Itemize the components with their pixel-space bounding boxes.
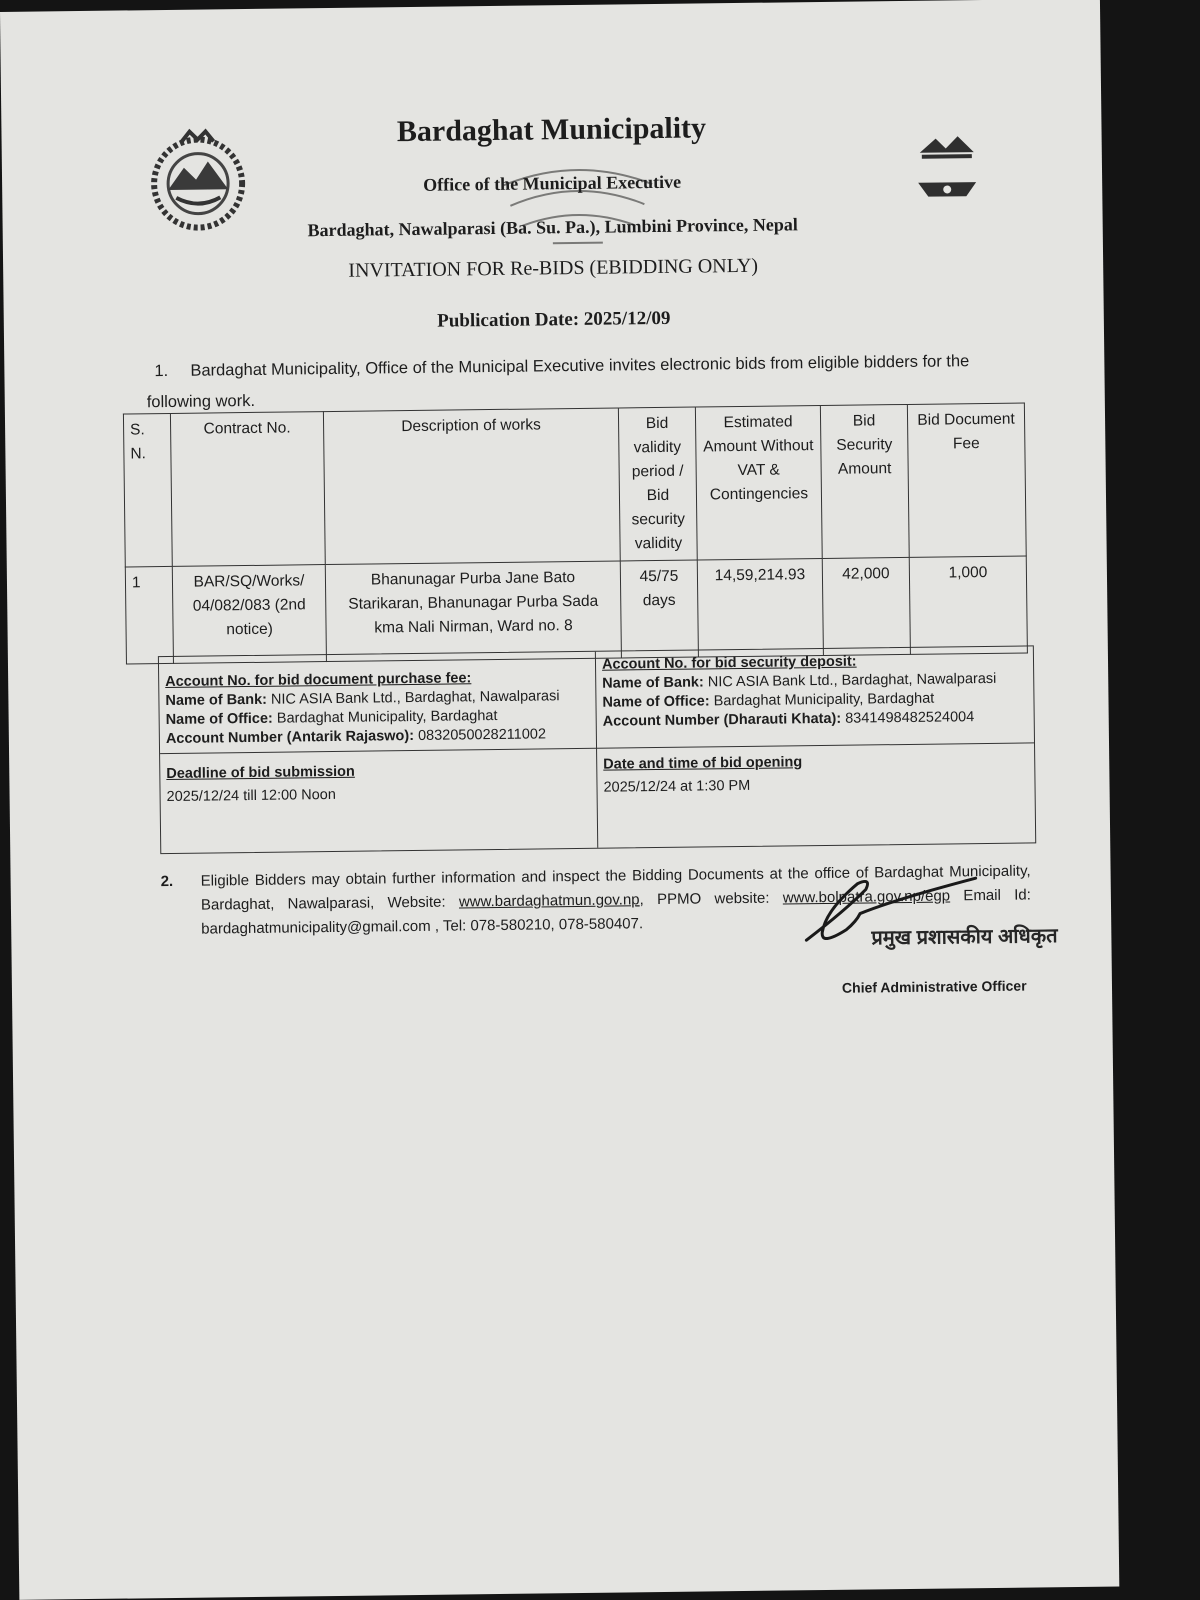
info-text-a: Eligible Bidders may obtain further information and inspect the Bidding Documents at the office of Bardaghat Municipality, Bardaghat, Nawalparasi, Website: <box>200 862 1031 914</box>
col-estimate: Estimated Amount Without VAT & Contingencies <box>695 406 822 561</box>
page-title: Bardaghat Municipality <box>396 111 707 149</box>
paragraph-number: 1. <box>154 361 169 381</box>
invitation-heading: INVITATION FOR Re-BIDS (EBIDDING ONLY) <box>348 254 759 282</box>
official-stamp-text: प्रमुख प्रशासकीय अधिकृत <box>871 925 1058 950</box>
table-header-row <box>123 403 1026 567</box>
intro-text: Bardaghat Municipality, Office of the Municipal Executive invites electronic bids from eligible bidders for the following work. <box>146 352 970 412</box>
purchase-office: Bardaghat Municipality, Bardaghat <box>276 707 498 727</box>
ppmo-link[interactable]: www.bolpatra.gov.np/egp <box>782 887 951 907</box>
account-label: Account Number (Antarik Rajaswo): <box>165 727 415 748</box>
bank-label: Name of Bank: <box>165 691 268 710</box>
paragraph-number: 2. <box>160 872 174 891</box>
col-sn: S. N. <box>123 413 172 567</box>
info-text-b: , PPMO website: <box>639 889 783 909</box>
signatory-title: Chief Administrative Officer <box>841 977 1027 996</box>
opening-value: 2025/12/24 at 1:30 PM <box>603 777 751 796</box>
cell-fee: 1,000 <box>909 556 1027 654</box>
cell-sn: 1 <box>125 566 173 664</box>
office-label: Name of Office: <box>602 693 710 711</box>
opening-label: Date and time of bid opening <box>603 754 803 773</box>
office-address: Bardaghat, Nawalparasi (Ba. Su. Pa.), Lumbini Province, Nepal <box>307 214 798 241</box>
deadline-cell <box>160 756 597 811</box>
col-fee: Bid Document Fee <box>907 403 1026 557</box>
purchase-bank: NIC ASIA Bank Ltd., Bardaghat, Nawalparasi <box>270 688 560 708</box>
purchase-account-number: 0832050028211002 <box>417 726 547 744</box>
security-office: Bardaghat Municipality, Bardaghat <box>713 690 935 710</box>
security-account-cell <box>596 646 1034 735</box>
col-validity: Bid validity period / Bid security validity <box>618 407 697 561</box>
security-account-label: Account No. for bid security deposit: <box>601 653 857 673</box>
opening-cell <box>597 746 1035 801</box>
deadline-value: 2025/12/24 till 12:00 Noon <box>166 786 337 806</box>
col-security: Bid Security Amount <box>820 404 909 558</box>
deadline-label: Deadline of bid submission <box>166 763 355 783</box>
cell-validity: 45/75 days <box>620 560 698 658</box>
security-account-number: 8341498482524004 <box>845 709 975 727</box>
cell-contract: BAR/SQ/Works/ 04/082/083 (2nd notice) <box>172 565 326 664</box>
office-subtitle: Office of the Municipal Executive <box>423 171 682 195</box>
purchase-account-label: Account No. for bid document purchase fee: <box>165 670 472 691</box>
cell-estimate: 14,59,214.93 <box>697 558 823 657</box>
bank-label: Name of Bank: <box>602 674 704 692</box>
col-description: Description of works <box>323 408 620 565</box>
security-bank: NIC ASIA Bank Ltd., Bardaghat, Nawalparasi <box>707 670 997 691</box>
website-link[interactable]: www.bardaghatmun.gov.np <box>458 891 640 911</box>
info-text-c: Email Id: bardaghatmunicipality@gmail.com , Tel: 078-580210, 078-580407. <box>201 886 1031 938</box>
cell-description: Bhanunagar Purba Jane Bato Starikaran, Bhanunagar Purba Sada kma Nali Nirman, Ward no. 8 <box>325 561 621 662</box>
office-label: Name of Office: <box>165 710 273 729</box>
account-label: Account Number (Dharauti Khata): <box>602 710 842 730</box>
cell-security: 42,000 <box>822 557 910 655</box>
municipality-stamp-icon <box>492 154 663 256</box>
publication-date: Publication Date: 2025/12/09 <box>437 307 671 332</box>
bid-table <box>123 403 1028 665</box>
account-info-box <box>158 645 1036 854</box>
purchase-account-cell <box>159 664 596 753</box>
col-contract: Contract No. <box>170 412 325 567</box>
